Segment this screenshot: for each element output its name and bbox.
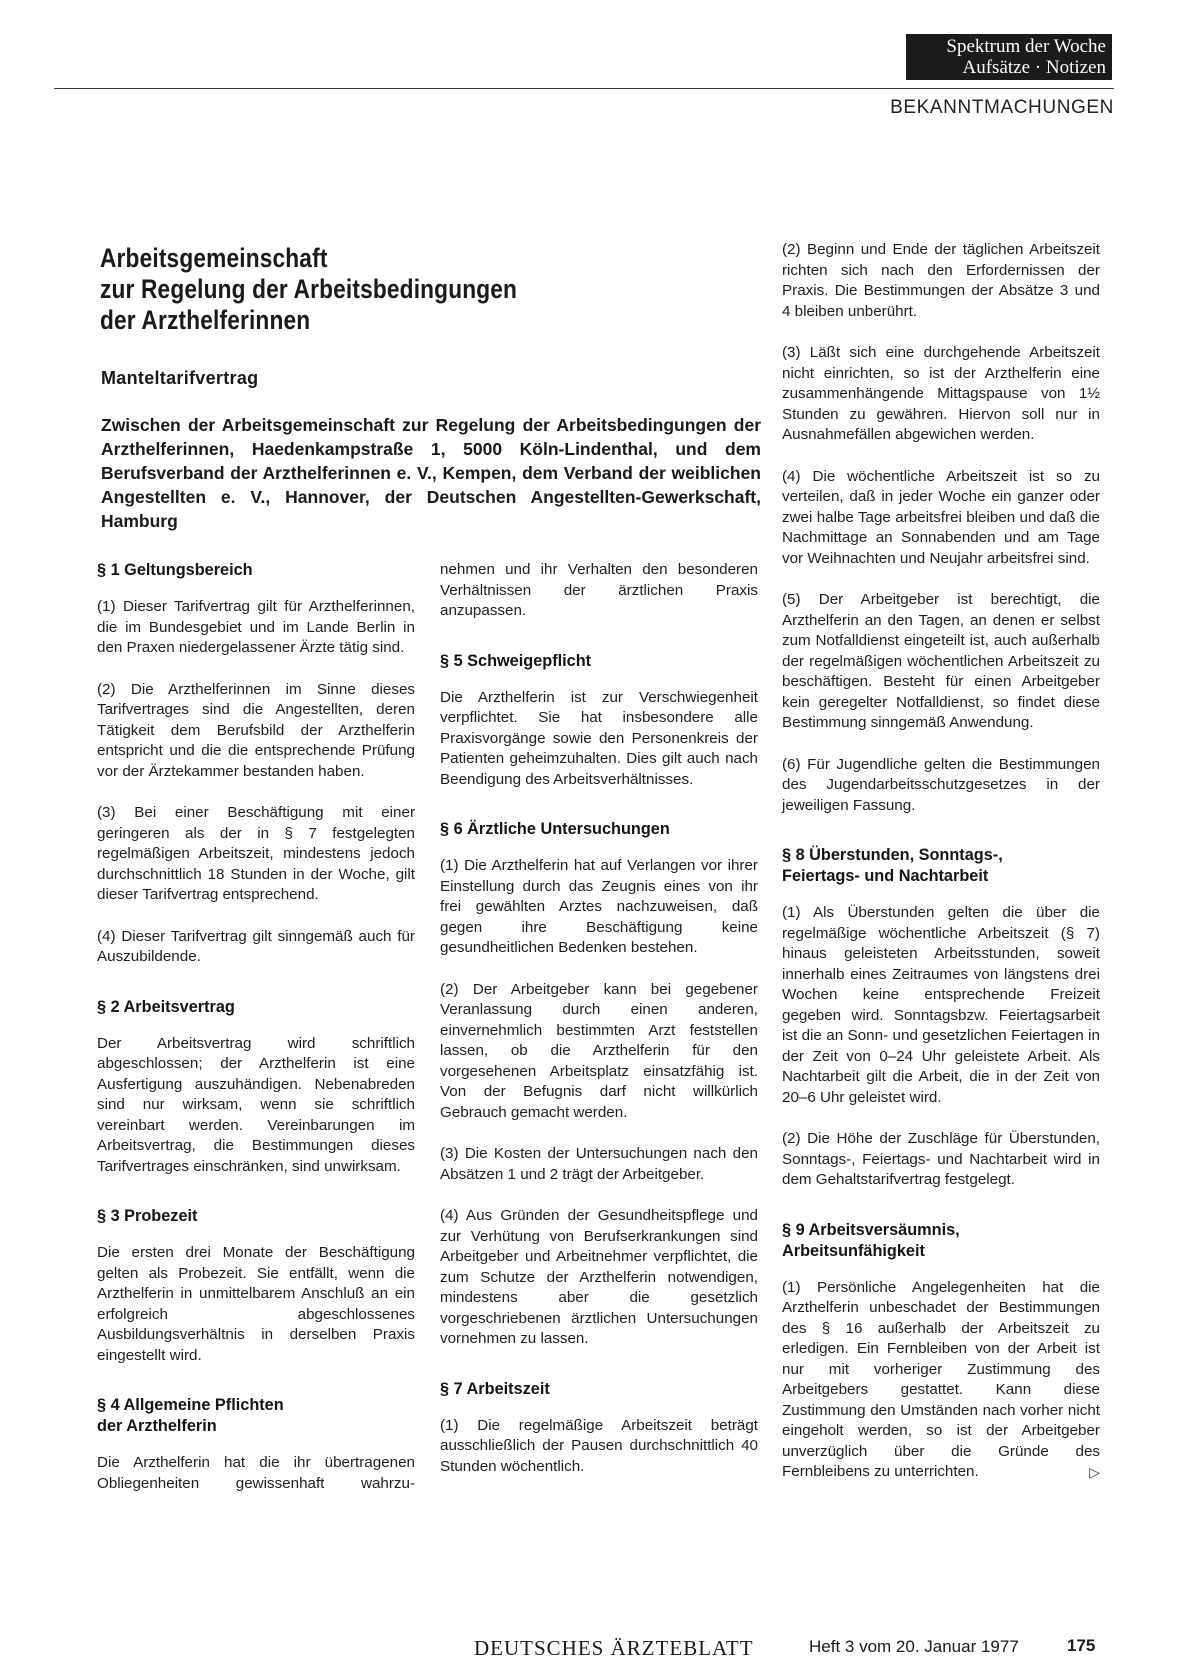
rubric-box bbox=[906, 34, 1112, 80]
paragraph: (3) Bei einer Beschäftigung mit einer geringeren als der in § 7 festgelegten regelmäßigen Arbeitszeit, mindestens jedoch durchschnittlich 18 Stunden in der Woche, gilt dieser Tarifvertrag entsprechend. bbox=[97, 804, 415, 903]
paragraph: (5) Der Arbeitgeber ist berechtigt, die Arzthelferin an den Tagen, an denen er selbst zum Notfalldienst eingeteilt ist, auch außerhalb der regelmäßigen wöchentlichen Arbeitszeit zu beschäftigen. Besteht für einen Arbeitgeber kein geregelter Notfalldienst, so findet diese Bestimmung sinngemäß Anwendung. bbox=[782, 591, 1100, 731]
section-heading bbox=[97, 1395, 415, 1437]
article-subtitle: Manteltarifvertrag bbox=[101, 368, 259, 388]
column-1 bbox=[97, 560, 415, 1515]
paragraph: Der Arbeitsvertrag wird schriftlich abgeschlossen; der Arzthelferin ist eine Ausfertigung auszuhändigen. Nebenabreden sind nur wirksam, wenn sie schriftlich vereinbart werden. Vereinbarungen im Arbeitsvertrag, die Bestimmungen dieses Tarifvertrages einschränken, sind unwirksam. bbox=[97, 1034, 415, 1175]
section-heading-line: Arbeitsunfähigkeit bbox=[782, 1241, 925, 1260]
paragraph: (2) Der Arbeitgeber kann bei gegebener Veranlassung durch einen anderen, einvernehmlich bestimmten Arzt feststellen lassen, ob die Arzthelferin für den vorgesehenen Arbeitsplatz einsatzfähig ist. Von der Befugnis darf nicht willkürlich Gebrauch gemacht werden. bbox=[440, 980, 758, 1121]
paragraph: nehmen und ihr Verhalten den besonderen Verhältnissen der ärztlichen Praxis anzupassen. bbox=[440, 561, 758, 619]
paragraph: (6) Für Jugendliche gelten die Bestimmungen des Jugendarbeitsschutzgesetzes in der jeweiligen Fassung. bbox=[782, 755, 1100, 814]
paragraph: (4) Aus Gründen der Gesundheitspflege und zur Verhütung von Berufserkrankungen sind Arbeitgeber und Arbeitnehmer verpflichtet, die zum Schutze der Arzthelferin notwendigen, mindestens aber die gesetzlich vorgeschriebenen ärztlichen Untersuchungen vornehmen zu lassen. bbox=[440, 1207, 758, 1347]
continue-arrow-icon: ▷ bbox=[1089, 1464, 1100, 1480]
section-heading: § 3 Probezeit bbox=[97, 1207, 198, 1225]
section-heading: § 6 Ärztliche Untersuchungen bbox=[440, 820, 670, 838]
paragraph: (2) Beginn und Ende der täglichen Arbeitszeit richten sich nach den Erfordernissen der Praxis. Die Bestimmungen der Absätze 3 und 4 bleiben unberührt. bbox=[782, 241, 1100, 320]
section-heading: § 5 Schweigepflicht bbox=[440, 651, 592, 670]
page-number: 175 bbox=[1067, 1636, 1096, 1655]
footer-journal-name: DEUTSCHES ÄRZTEBLATT bbox=[474, 1636, 754, 1660]
paragraph: Die Arzthelferin ist zur Verschwiegenheit verpflichtet. Sie hat insbesondere alle Praxisvorgänge sowie den Personenkreis der Patienten geheimzuhalten. Dies gilt auch nach Beendigung des Arbeitsverhältnisses. bbox=[440, 688, 758, 788]
paragraph bbox=[782, 1278, 1100, 1483]
paragraph: Die Arzthelferin hat die ihr übertragenen Obliegenheiten gewissenhaft wahrzu- bbox=[97, 1454, 415, 1492]
section-heading-line: § 9 Arbeitsversäumnis, bbox=[782, 1220, 960, 1239]
paragraph: (2) Die Höhe der Zuschläge für Überstunden, Sonntags-, Feiertags- und Nachtarbeit wird in dem Gehaltstarifvertrag festgelegt. bbox=[782, 1130, 1100, 1188]
paragraph: (3) Läßt sich eine durchgehende Arbeitszeit nicht einrichten, so ist der Arzthelferin eine zusammenhängende Mittagspause von 1½ Stunden zu gewähren. Hiervon soll nur in Ausnahmefällen abgewichen werden. bbox=[782, 344, 1100, 443]
title-line-1: Arbeitsgemeinschaft bbox=[100, 243, 328, 273]
rubric-line-2: Aufsätze · Notizen bbox=[962, 57, 1106, 78]
section-heading bbox=[782, 845, 1100, 887]
paragraph: (2) Die Arzthelferinnen im Sinne dieses Tarifvertrages sind die Angestellten, deren Tätigkeit dem Berufsbild der Arzthelferin entspricht und die die entsprechende Prüfung vor der Ärztekammer bestanden haben. bbox=[97, 680, 415, 780]
title-line-2: zur Regelung der Arbeitsbedingungen bbox=[100, 274, 518, 304]
section-heading-line: der Arzthelferin bbox=[97, 1417, 217, 1435]
column-3 bbox=[782, 240, 1100, 1504]
paragraph: (4) Die wöchentliche Arbeitszeit ist so zu verteilen, daß in jeder Woche ein ganzer oder zwei halbe Tage arbeitsfrei bleiben und daß die Nachmittage an Sonnabenden und am Tage vor Weihnachten und Neujahr arbeitsfrei sind. bbox=[782, 467, 1100, 567]
paragraph: (3) Die Kosten der Untersuchungen nach den Absätzen 1 und 2 trägt der Arbeitgeber. bbox=[440, 1145, 758, 1183]
section-heading: § 7 Arbeitszeit bbox=[440, 1379, 550, 1398]
section-heading: § 1 Geltungsbereich bbox=[97, 561, 253, 579]
section-heading-line: Feiertags- und Nachtarbeit bbox=[782, 867, 989, 885]
column-2 bbox=[440, 560, 758, 1498]
footer-issue: Heft 3 vom 20. Januar 1977 bbox=[809, 1637, 1019, 1656]
section-heading-line: § 4 Allgemeine Pflichten bbox=[97, 1396, 284, 1414]
section-heading-line: § 8 Überstunden, Sonntags-, bbox=[782, 846, 1003, 864]
paragraph-text: (1) Persönliche Angelegenheiten hat die Arzthelferin unbeschadet der Bestimmungen des § 16 außerhalb der Arbeitszeit zu erledigen. Ein Fernbleiben von der Arbeit ist nur mit vorheriger Zustimmung des Arbeitgebers gestattet. Kann diese Zustimmung den Umständen nach vorher nicht eingeholt werden, so ist der Arbeitgeber unverzüglich über die Gründe des Fernbleibens zu unterrichten. bbox=[782, 1278, 1100, 1480]
section-heading bbox=[782, 1220, 1100, 1262]
section-heading: § 2 Arbeitsvertrag bbox=[97, 997, 235, 1016]
paragraph: (1) Die regelmäßige Arbeitszeit beträgt ausschließlich der Pausen durchschnittlich 40 Stunden wöchentlich. bbox=[440, 1416, 758, 1475]
paragraph: (1) Dieser Tarifvertrag gilt für Arzthelferinnen, die im Bundesgebiet und im Lande Berlin in den Praxen niedergelassener Ärzte tätig sind. bbox=[97, 598, 415, 656]
rubric-line-1: Spektrum der Woche bbox=[946, 36, 1106, 57]
preamble: Zwischen der Arbeitsgemeinschaft zur Regelung der Arbeitsbedingungen der Arzthelferinnen, Haedenkampstraße 1, 5000 Köln-Lindenthal, und dem Berufsverband der Arzthelferinnen e. V., Kempen, dem Verband der weiblichen Angestellten e. V., Hannover, der Deutschen Angestellten-Gewerkschaft, Hamburg bbox=[101, 415, 761, 531]
paragraph: (1) Als Überstunden gelten die über die regelmäßige wöchentliche Arbeitszeit (§ 7) hinaus geleisteten Arbeitsstunden, soweit innerhalb eines Zeitraumes von längstens drei Wochen keine entsprechende Freizeit gegeben wird. Sonntagsbzw. Feiertagsarbeit ist die an Sonn- und gesetzlichen Feiertagen in der Zeit von 0–24 Uhr geleistete Arbeit. Als Nachtarbeit gilt die Arbeit, die in der Zeit von 20–6 Uhr geleistet wird. bbox=[782, 904, 1100, 1106]
paragraph: (4) Dieser Tarifvertrag gilt sinngemäß auch für Auszubildende. bbox=[97, 927, 415, 965]
section-label: BEKANNTMACHUNGEN bbox=[890, 97, 1114, 118]
paragraph: Die ersten drei Monate der Beschäftigung gelten als Probezeit. Sie entfällt, wenn die Arzthelferin in unmittelbarem Anschluß an ein erfolgreich abgeschlossenes Ausbildungsverhältnis in derselben Praxis eingestellt wird. bbox=[97, 1244, 415, 1364]
title-line-3: der Arzthelferinnen bbox=[100, 305, 311, 335]
article-title bbox=[100, 243, 570, 336]
paragraph: (1) Die Arzthelferin hat auf Verlangen vor ihrer Einstellung durch das Zeugnis eines von ihr frei gewählten Arztes nachzuweisen, daß gegen ihre Beschäftigung keine gesundheitlichen Bedenken bestehen. bbox=[440, 857, 758, 956]
header-rule bbox=[54, 88, 1114, 89]
